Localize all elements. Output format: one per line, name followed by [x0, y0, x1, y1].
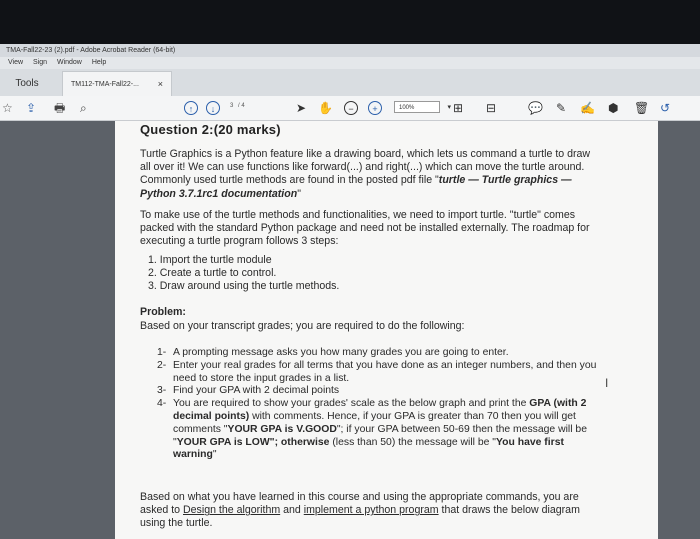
- select-cursor-icon[interactable]: ➤: [296, 101, 307, 115]
- item4-part: "; if your GPA between 50-69 then the message will be ": [173, 423, 587, 448]
- search-icon[interactable]: ⌕: [80, 101, 87, 115]
- item4-bold: YOUR GPA is V.GOOD: [227, 423, 337, 435]
- item4-bold: YOUR GPA is LOW: [176, 436, 270, 448]
- main-toolbar: [0, 96, 700, 121]
- stamp-icon[interactable]: ⬢: [608, 101, 619, 115]
- menu-help[interactable]: Help: [91, 59, 107, 66]
- tab-document[interactable]: [62, 71, 172, 96]
- list-item: [157, 385, 597, 398]
- tab-bar: [0, 69, 700, 97]
- problem-text: Based on your transcript grades; you are required to do the following:: [140, 320, 465, 332]
- paragraph-intro: [140, 148, 600, 201]
- list-item: 2. Create a turtle to control.: [148, 266, 277, 279]
- task-text: Based on what you have learned in this course and using the appropriate commands, you are asked to: [140, 491, 579, 517]
- text-cursor-icon: I: [605, 376, 609, 390]
- list-item: 3. Draw around using the turtle methods.: [148, 279, 340, 292]
- question-title: Question 2:(20 marks): [140, 122, 281, 137]
- item-text: Enter your real grades for all terms that you have done as an integer numbers, and then you need to store the input grades in a list.: [173, 359, 597, 384]
- print-icon[interactable]: 🖶: [54, 101, 66, 115]
- item4-part: ": [212, 449, 217, 461]
- task-text: and: [280, 504, 304, 517]
- item-number: 4-: [157, 398, 167, 410]
- item4-bold: GPA (with 2 decimal points): [173, 398, 587, 422]
- page-current[interactable]: 3: [230, 103, 234, 109]
- paragraph-import: To make use of the turtle methods and functionalities, we need to import turtle. "turtle" comes packed with the standard Python package and need not be installed externally. The roadmap for executing a turtle program follows 3 steps:: [140, 209, 590, 248]
- item-text: [173, 398, 587, 460]
- page-indicator[interactable]: [227, 98, 257, 114]
- window-titlebar: [0, 44, 700, 57]
- scroll-mode-icon[interactable]: ⊟: [486, 101, 497, 115]
- chevron-down-icon: ▾: [447, 104, 451, 111]
- list-item: [157, 398, 597, 462]
- problem-heading: Problem:: [140, 306, 186, 318]
- hand-tool-icon[interactable]: ✋: [318, 101, 333, 115]
- undo-icon[interactable]: ↺: [660, 101, 671, 115]
- item-number: 3-: [157, 385, 167, 397]
- item4-part: with comments. Hence, if your GPA is greater than 70 then you will get comments ": [173, 410, 576, 435]
- item4-part: You are required to show your grades' scale as the below graph and print the: [173, 398, 530, 410]
- menu-sign[interactable]: Sign: [33, 59, 48, 66]
- menu-window[interactable]: Window: [56, 59, 82, 66]
- task-underlined: Design the algorithm: [183, 504, 281, 517]
- menu-view[interactable]: View: [8, 59, 24, 66]
- tab-document-label: TM112-TMA-Fall22-...: [71, 81, 139, 88]
- task-text: that draws the below diagram using the turtle.: [140, 504, 580, 530]
- item-text: A prompting message asks you how many grades you are going to enter.: [173, 347, 509, 358]
- next-page-icon[interactable]: ↓: [206, 101, 220, 115]
- list-item: [157, 360, 597, 386]
- close-tab-icon[interactable]: ×: [157, 79, 163, 89]
- dark-top-area: [0, 0, 700, 44]
- paragraph-task: [140, 491, 600, 531]
- zoom-select[interactable]: [394, 101, 451, 113]
- doc-reference: turtle — Turtle graphics — Python 3.7.1rc1 documentation: [140, 174, 572, 200]
- zoom-in-icon[interactable]: +: [368, 101, 382, 115]
- pdf-page: [115, 121, 658, 539]
- item4-part: (less than 50) the message will be ": [329, 436, 496, 448]
- previous-page-icon[interactable]: ↑: [184, 101, 198, 115]
- zoom-out-icon[interactable]: −: [344, 101, 358, 115]
- item4-bold: You have first warning: [173, 436, 564, 461]
- problem-list: [157, 347, 597, 462]
- list-item: [157, 347, 597, 360]
- intro-text: Turtle Graphics is a Python feature like a drawing board, which lets us command a turtle to draw all over it! We can use functions like forward(...) and right(...) which can move the turtle around. Commonly used turtle methods are found in the posted pdf file ": [140, 148, 591, 187]
- intro-close-quote: ": [297, 187, 301, 200]
- item-number: 1-: [157, 347, 167, 358]
- zoom-value: 100%: [399, 105, 415, 111]
- sign-icon[interactable]: ✍: [580, 101, 595, 115]
- item4-bold: "; otherwise: [269, 436, 330, 448]
- item-text: Find your GPA with 2 decimal points: [173, 385, 340, 397]
- left-gutter: [0, 121, 115, 539]
- pen-icon[interactable]: ✎: [556, 101, 567, 115]
- star-icon[interactable]: ☆: [2, 101, 13, 115]
- window-title: TMA-Fall22-23 (2).pdf - Adobe Acrobat Reader (64-bit): [6, 47, 176, 54]
- delete-icon[interactable]: 🗑: [634, 101, 650, 115]
- comment-icon[interactable]: 💬: [528, 101, 543, 115]
- tab-tools[interactable]: Tools: [15, 78, 39, 89]
- list-item: 1. Import the turtle module: [148, 254, 272, 266]
- page-total: / 4: [238, 103, 245, 109]
- task-underlined: implement a python program: [303, 504, 439, 517]
- steps-list: [148, 254, 339, 292]
- share-icon[interactable]: ⇪: [26, 101, 37, 115]
- fit-page-icon[interactable]: ⊞: [453, 101, 464, 115]
- item-number: 2-: [157, 359, 167, 371]
- menu-bar: [0, 57, 700, 69]
- right-gutter: [658, 121, 700, 539]
